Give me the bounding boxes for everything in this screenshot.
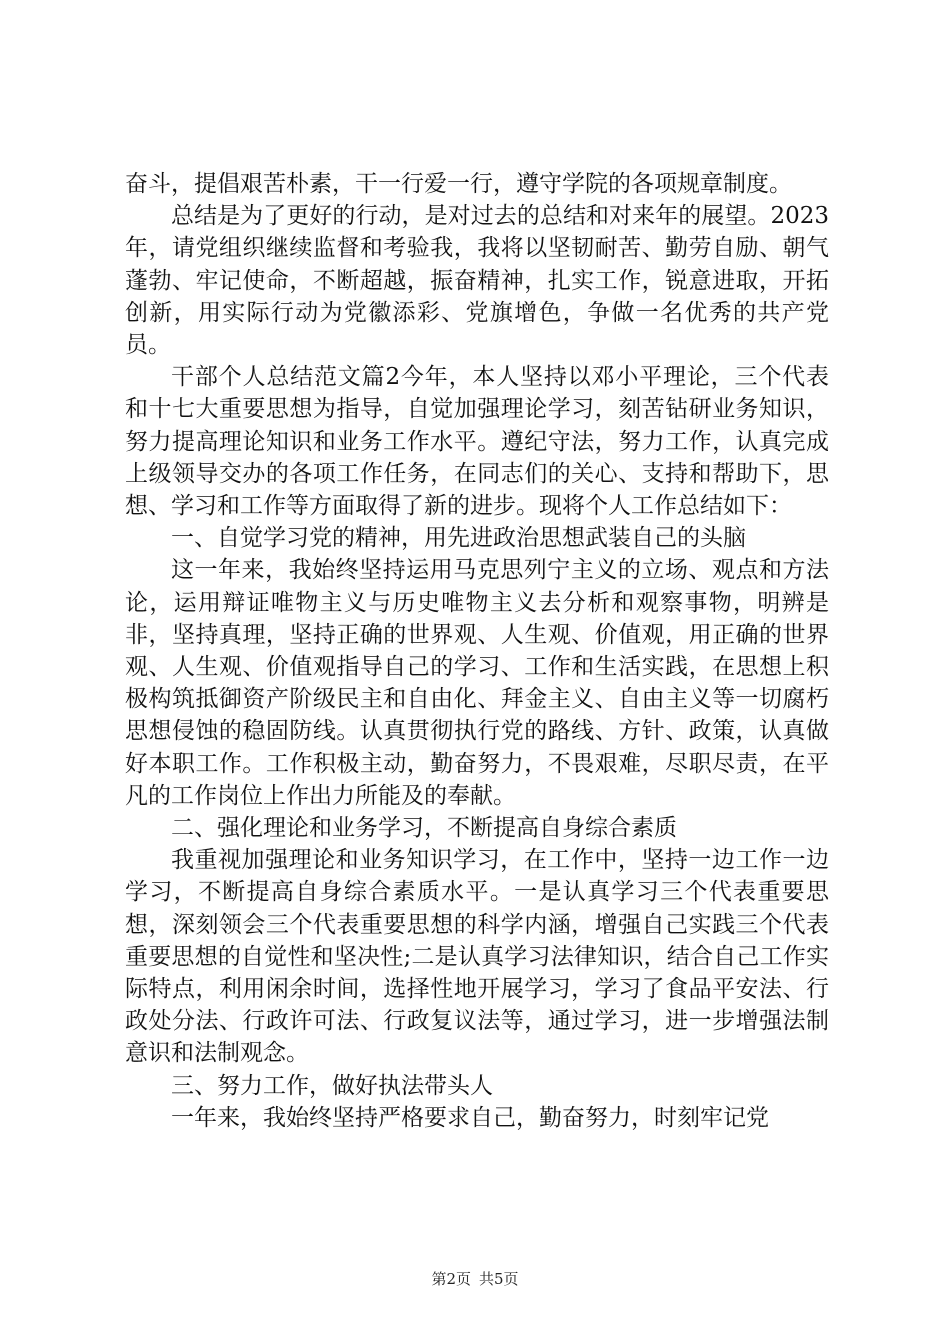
page-total: 共5页	[479, 1270, 519, 1288]
section-heading-1: 一、自觉学习党的精神，用先进政治思想武装自己的头脑	[171, 525, 746, 552]
paragraph-summary-outlook: 总结是为了更好的行动，是对过去的总结和对来年的展望。2023年，请党组织继续监督和考验我，我将以坚韧耐苦、勤劳自励、朝气蓬勃、牢记使命，不断超越，振奋精神，扎实工作，锐意进取，开拓创新，用实际行动为党徽添彩、党旗增色，争做一名优秀的共产党员。	[125, 203, 829, 359]
paragraph-section-1-body: 这一年来，我始终坚持运用马克思列宁主义的立场、观点和方法论，运用辩证唯物主义与历史唯物主义去分析和观察事物，明辨是非，坚持真理，坚持正确的世界观、人生观、价值观，用正确的世界观、人生观、价值观指导自己的学习、工作和生活实践，在思想上积极构筑抵御资产阶级民主和自由化、拜金主义、自由主义等一切腐朽思想侵蚀的稳固防线。认真贯彻执行党的路线、方针、政策，认真做好本职工作。工作积极主动，勤奋努力，不畏艰难，尽职尽责，在平凡的工作岗位上作出力所能及的奉献。	[125, 557, 829, 809]
paragraph-continuation: 奋斗，提倡艰苦朴素，干一行爱一行，遵守学院的各项规章制度。	[125, 171, 792, 197]
section-heading-3: 三、努力工作，做好执法带头人	[171, 1072, 493, 1099]
paragraph-section-2-body: 我重视加强理论和业务知识学习，在工作中，坚持一边工作一边学习，不断提高自身综合素质水平。一是认真学习三个代表重要思想，深刻领会三个代表重要思想的科学内涵，增强自己实践三个代表重要思想的自觉性和坚决性;二是认真学习法律知识，结合自己工作实际特点，利用闲余时间，选择性地开展学习，学习了食品平安法、行政处分法、行政许可法、行政复议法等，通过学习，进一步增强法制意识和法制观念。	[125, 847, 829, 1067]
section-heading-2: 二、强化理论和业务学习，不断提高自身综合素质	[171, 815, 677, 842]
paragraph-article-2-intro: 干部个人总结范文篇2今年，本人坚持以邓小平理论，三个代表和十七大重要思想为指导，自觉加强理论学习，刻苦钻研业务知识，努力提高理论知识和业务工作水平。遵纪守法，努力工作，认真完成上级领导交办的各项工作任务，在同志们的关心、支持和帮助下，思想、学习和工作等方面取得了新的进步。现将个人工作总结如下：	[125, 364, 829, 520]
page-footer	[0, 1269, 950, 1289]
page-number: 第2页	[431, 1270, 471, 1288]
document-body	[125, 168, 829, 1134]
paragraph-section-3-body: 一年来，我始终坚持严格要求自己，勤奋努力，时刻牢记党	[171, 1104, 769, 1131]
